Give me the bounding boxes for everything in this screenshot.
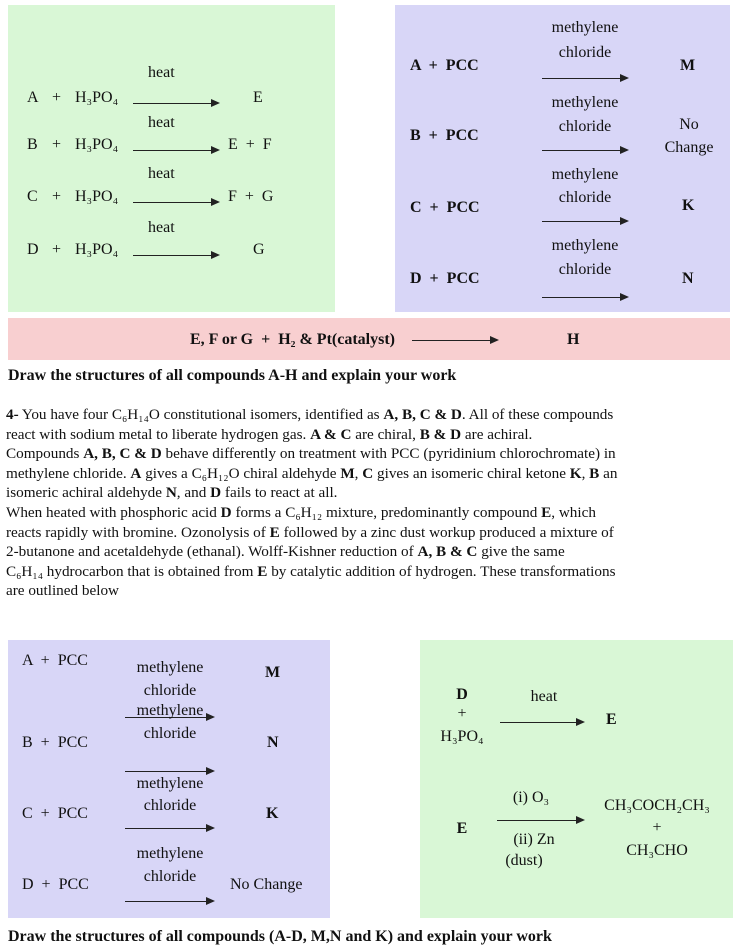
phosphoric-acid-reactions-panel <box>8 5 335 312</box>
product-acetaldehyde: CH₃CHO <box>626 842 688 859</box>
reactant: D <box>456 686 468 703</box>
product: No <box>679 116 699 133</box>
reactant: D <box>27 241 39 258</box>
question-line <box>6 405 732 425</box>
product-line2: Change <box>664 139 714 156</box>
text: , <box>581 464 590 482</box>
text: give the same <box>477 543 565 561</box>
condition-label: heat <box>148 165 175 182</box>
condition-line1: methylene <box>136 775 204 792</box>
instruction-2: Draw the structures of all compounds (A-D, M,N and K) and explain your work <box>8 928 552 945</box>
text: fails to react at all. <box>221 484 338 502</box>
condition-line3: (dust) <box>505 852 543 869</box>
condition-line2: chloride <box>558 189 612 206</box>
reaction-arrow <box>542 297 627 298</box>
reagent: H₃PO₄ <box>75 136 119 153</box>
text: are outlined below <box>6 582 120 600</box>
text: 2-butanone and acetaldehyde (ethanal). Wolff-Kishner reduction of <box>6 543 418 561</box>
condition-line2: (ii) Zn <box>513 831 555 848</box>
reaction-arrow <box>542 78 627 79</box>
condition-line1: methylene <box>551 166 619 183</box>
hydrogenation-reactants: E, F or G + H₂ & Pt(catalyst) <box>190 331 395 348</box>
bold-text: M <box>340 464 355 482</box>
reaction-arrow <box>412 340 497 341</box>
bold-text: A, B, C & D <box>83 445 162 463</box>
question-line <box>6 464 732 484</box>
condition-line1: methylene <box>551 94 619 111</box>
text: react with sodium metal to liberate hydrogen gas. <box>6 425 311 443</box>
reactant: A + PCC <box>22 652 88 669</box>
condition-label: heat <box>148 64 175 81</box>
reactant: D + PCC <box>410 270 480 287</box>
bold-text: B & D <box>419 425 462 443</box>
text: by catalytic addition of hydrogen. These transformations <box>267 562 616 580</box>
condition-line1: (i) O₃ <box>512 789 550 806</box>
question-line <box>6 503 732 523</box>
text: forms a C₆H₁₂ mixture, predominantly compound <box>231 503 542 521</box>
text: , <box>354 464 363 482</box>
product: G <box>253 241 265 258</box>
bold-text: E <box>257 562 268 580</box>
bold-text: A, B & C <box>417 543 478 561</box>
text: , and <box>176 484 211 502</box>
text: reacts rapidly with bromine. Ozonolysis of <box>6 523 270 541</box>
bold-text: A <box>130 464 142 482</box>
condition-line2: chloride <box>143 797 197 814</box>
reaction-arrow <box>542 221 627 222</box>
question-line <box>6 562 732 582</box>
condition-line1: methylene <box>551 19 619 36</box>
text: You have four C₆H₁₄O constitutional isomers, identified as <box>18 406 384 423</box>
product: M <box>265 664 281 681</box>
question-paragraph <box>6 405 732 601</box>
text: behave differently on treatment with PCC (pyridinium chlorochromate) in <box>161 445 616 463</box>
bold-text: A & C <box>310 425 352 443</box>
instruction-1: Draw the structures of all compounds A-H and explain your work <box>8 367 457 384</box>
product: K <box>266 805 279 822</box>
text: , which <box>551 503 596 521</box>
question-line <box>6 581 732 601</box>
bold-text: K <box>569 464 582 482</box>
reaction-arrow <box>542 150 627 151</box>
reaction-arrow <box>133 255 218 256</box>
reaction-arrow <box>125 771 213 772</box>
condition-line1: methylene <box>136 702 204 719</box>
text: When heated with phosphoric acid <box>6 503 221 521</box>
reactant: A <box>27 89 39 106</box>
text: are achiral. <box>461 425 533 443</box>
text: gives an isomeric chiral ketone <box>373 464 570 482</box>
product: E + F <box>228 136 272 153</box>
reaction-arrow <box>133 103 218 104</box>
condition-line2: chloride <box>558 261 612 278</box>
reactant: C <box>27 188 38 205</box>
condition-line2: chloride <box>143 868 197 885</box>
condition-line2: chloride <box>143 682 197 699</box>
condition-label: heat <box>530 688 558 705</box>
condition-line2: chloride <box>143 725 197 742</box>
condition-line2: chloride <box>558 118 612 135</box>
reaction-arrow <box>125 901 213 902</box>
reaction-arrow <box>125 828 213 829</box>
text: isomeric achiral aldehyde <box>6 484 166 502</box>
product: E <box>606 711 617 728</box>
product: K <box>682 197 695 214</box>
dehydration-ozonolysis-panel <box>420 640 733 918</box>
reactant: C + PCC <box>22 805 88 822</box>
product: No Change <box>230 876 303 893</box>
product: N <box>267 734 279 751</box>
bold-text: E <box>541 503 552 521</box>
bold-text: N <box>165 484 177 502</box>
text: methylene chloride. <box>6 464 131 482</box>
plus: + <box>52 241 62 258</box>
bold-text: D <box>220 503 232 521</box>
condition-label: heat <box>148 219 175 236</box>
reactant: B <box>27 136 38 153</box>
reagent: H₃PO₄ <box>75 188 119 205</box>
reagent: H₃PO₄ <box>75 89 119 106</box>
reactant: B + PCC <box>410 127 479 144</box>
bold-text: C <box>362 464 374 482</box>
reagent: H₃PO₄ <box>440 728 484 745</box>
plus: + <box>457 705 467 722</box>
condition-line1: methylene <box>551 237 619 254</box>
condition-line1: methylene <box>136 659 204 676</box>
bold-text: D <box>210 484 222 502</box>
bold-text: 4- <box>6 406 19 423</box>
text: Compounds <box>6 445 84 463</box>
reactant: E <box>456 820 468 837</box>
bold-text: A, B, C & D <box>383 406 462 423</box>
text: are chiral, <box>351 425 420 443</box>
text: followed by a zinc dust workup produced a mixture of <box>279 523 614 541</box>
product: E <box>253 89 263 106</box>
product: M <box>680 57 696 74</box>
reactant: D + PCC <box>22 876 89 893</box>
reaction-arrow <box>133 150 218 151</box>
reactant: C + PCC <box>410 199 480 216</box>
condition-label: heat <box>148 114 175 131</box>
plus: + <box>52 136 62 153</box>
text: C₆H₁₄ hydrocarbon that is obtained from <box>6 562 258 580</box>
plus: + <box>652 819 662 836</box>
hydrogenation-product: H <box>567 331 580 348</box>
question-line <box>6 542 732 562</box>
question-line <box>6 523 732 543</box>
reaction-arrow <box>133 202 218 203</box>
product: N <box>682 270 694 287</box>
bold-text: E <box>269 523 280 541</box>
reactant: A + PCC <box>410 57 479 74</box>
reaction-arrow <box>497 820 583 821</box>
reactant: B + PCC <box>22 734 88 751</box>
reagent: H₃PO₄ <box>75 241 119 258</box>
plus: + <box>52 188 62 205</box>
product-2-butanone: CH₃COCH₂CH₃ <box>604 797 710 814</box>
product: F + G <box>228 188 274 205</box>
text: . All of these compounds <box>461 406 614 423</box>
question-line <box>6 425 732 445</box>
condition-line2: chloride <box>558 44 612 61</box>
condition-line1: methylene <box>136 845 204 862</box>
question-line <box>6 444 732 464</box>
question-line <box>6 483 732 503</box>
text: gives a C₆H₁₂O chiral aldehyde <box>141 464 341 482</box>
bold-text: B <box>589 464 600 482</box>
plus: + <box>52 89 62 106</box>
reaction-arrow <box>500 722 583 723</box>
text: an <box>599 464 618 482</box>
